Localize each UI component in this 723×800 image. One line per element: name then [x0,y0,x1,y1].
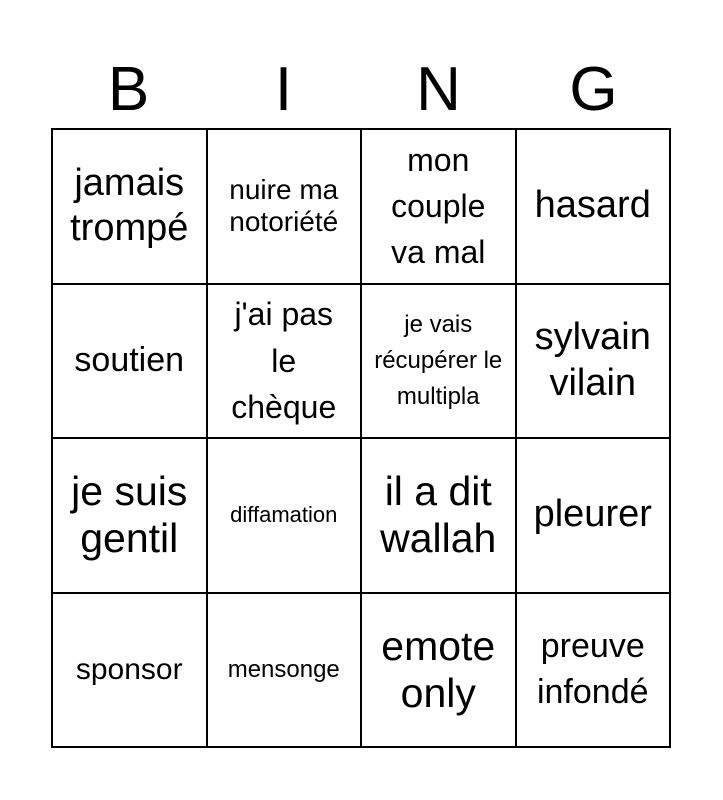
bingo-cell[interactable] [517,594,672,749]
cell-label: nuire ma notoriété [229,174,339,238]
cell-label: mensonge [227,655,340,683]
cell-label: sylvain vilain [534,316,651,404]
cell-label: il a dit wallah [380,468,497,562]
header-letter-g: G [569,55,618,124]
cell-label: mon couple va mal [391,141,486,271]
header-letter-i: I [274,55,293,124]
bingo-cell[interactable] [517,130,672,285]
cell-label: hasard [534,184,651,227]
bingo-cell[interactable] [362,130,517,285]
header-letter-b: B [107,55,150,124]
bingo-cell[interactable] [208,439,363,594]
cell-label: pleurer [533,493,652,536]
bingo-cell[interactable] [517,285,672,440]
header-letter-n: N [416,55,461,124]
bingo-board [51,128,671,748]
bingo-cell[interactable] [208,130,363,285]
bingo-cell[interactable] [517,439,672,594]
bingo-cell[interactable] [362,285,517,440]
bingo-cell[interactable] [208,594,363,749]
cell-label: je vais récupérer le multipla [374,310,503,410]
cell-label: diffamation [230,501,338,527]
bingo-header [51,52,671,128]
bingo-cell[interactable] [53,285,208,440]
bingo-cell[interactable] [208,285,363,440]
cell-label: sponsor [75,652,183,686]
bingo-cell[interactable] [362,439,517,594]
bingo-cell[interactable] [53,439,208,594]
cell-label: preuve infondé [536,626,649,711]
bingo-cell[interactable] [53,130,208,285]
cell-label: j'ai pas le chèque [231,296,337,425]
cell-label: soutien [74,340,185,379]
bingo-cell[interactable] [53,594,208,749]
bingo-cell[interactable] [362,594,517,749]
cell-label: emote only [381,622,496,716]
cell-label: je suis gentil [71,468,188,562]
cell-label: jamais trompé [70,161,189,250]
